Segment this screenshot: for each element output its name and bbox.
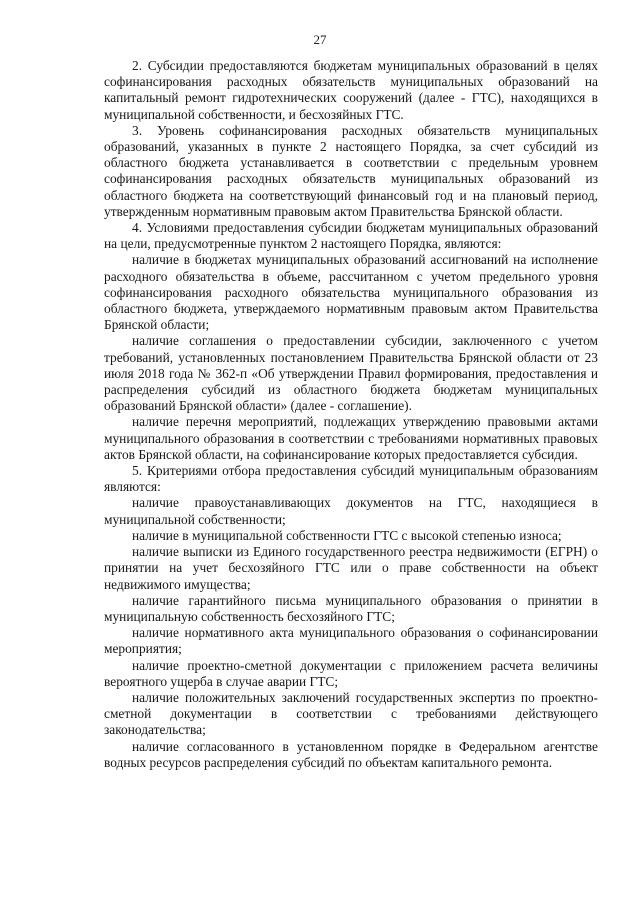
paragraph: 3. Уровень софинансирования расходных обязательств муниципальных образований, указанных в пункте 2 настоящего Порядка, за счет субсидий из областного бюджета устанавливается в соответствии с предельным уровнем софинансирования расходных обязательств муниципальных образований из областного бюджета на соответствующий финансовый год и на плановый период, утвержденным нормативным правовым актом Правительства Брянской области. [104, 122, 598, 219]
paragraph: наличие соглашения о предоставлении субсидии, заключенного с учетом требований, установленных постановлением Правительства Брянской области от 23 июля 2018 года № 362-п «Об утверждении Правил формирования, предоставления и распределения субсидий из областного бюджета бюджетам муниципальных образований Брянской области» (далее - соглашение). [104, 333, 598, 414]
paragraph: наличие в муниципальной собственности ГТС с высокой степенью износа; [132, 527, 562, 543]
paragraph: наличие в бюджетах муниципальных образований ассигнований на исполнение расходного обязательства в объеме, рассчитанном с учетом предельного уровня софинансирования расходного обязательства муниципального образования из областного бюджета, утверждаемого нормативным правовым актом Правительства Брянской области; [104, 252, 598, 333]
page-number: 27 [313, 32, 327, 47]
paragraph: наличие выписки из Единого государственного реестра недвижимости (ЕГРН) о принятии на учет бесхозяйного ГТС или о праве собственности на объект недвижимого имущества; [104, 544, 598, 592]
paragraph: 5. Критериями отбора предоставления субсидий муниципальным образованиям являются: [104, 463, 598, 495]
document-body [104, 58, 598, 771]
paragraph: наличие перечня мероприятий, подлежащих утверждению правовыми актами муниципального образования в соответствии с требованиями нормативных правовых актов Брянской области, на софинансирование которых предоставляется субсидия. [104, 414, 598, 462]
paragraph: наличие согласованного в установленном порядке в Федеральном агентстве водных ресурсов распределения субсидий по объектам капитального ремонта. [104, 738, 598, 770]
paragraph: наличие гарантийного письма муниципального образования о принятии в муниципальную собственность бесхозяйного ГТС; [104, 592, 598, 624]
paragraph: наличие положительных заключений государственных экспертиз по проектно-сметной документации в соответствии с требованиями действующего законодательства; [104, 689, 598, 738]
paragraph: наличие правоустанавливающих документов на ГТС, находящиеся в муниципальной собственности; [104, 495, 598, 527]
paragraph: наличие нормативного акта муниципального образования о софинансировании мероприятия; [104, 625, 598, 657]
paragraph: 2. Субсидии предоставляются бюджетам муниципальных образований в целях софинансирования расходных обязательств муниципальных образований на капитальный ремонт гидротехнических сооружений (далее - ГТС), находящихся в муниципальной собственности, и бесхозяйных ГТС. [104, 58, 598, 122]
paragraph: 4. Условиями предоставления субсидии бюджетам муниципальных образований на цели, предусмотренные пунктом 2 настоящего Порядка, являются: [104, 220, 598, 252]
paragraph: наличие проектно-сметной документации с приложением расчета величины вероятного ущерба в случае аварии ГТС; [104, 657, 598, 689]
